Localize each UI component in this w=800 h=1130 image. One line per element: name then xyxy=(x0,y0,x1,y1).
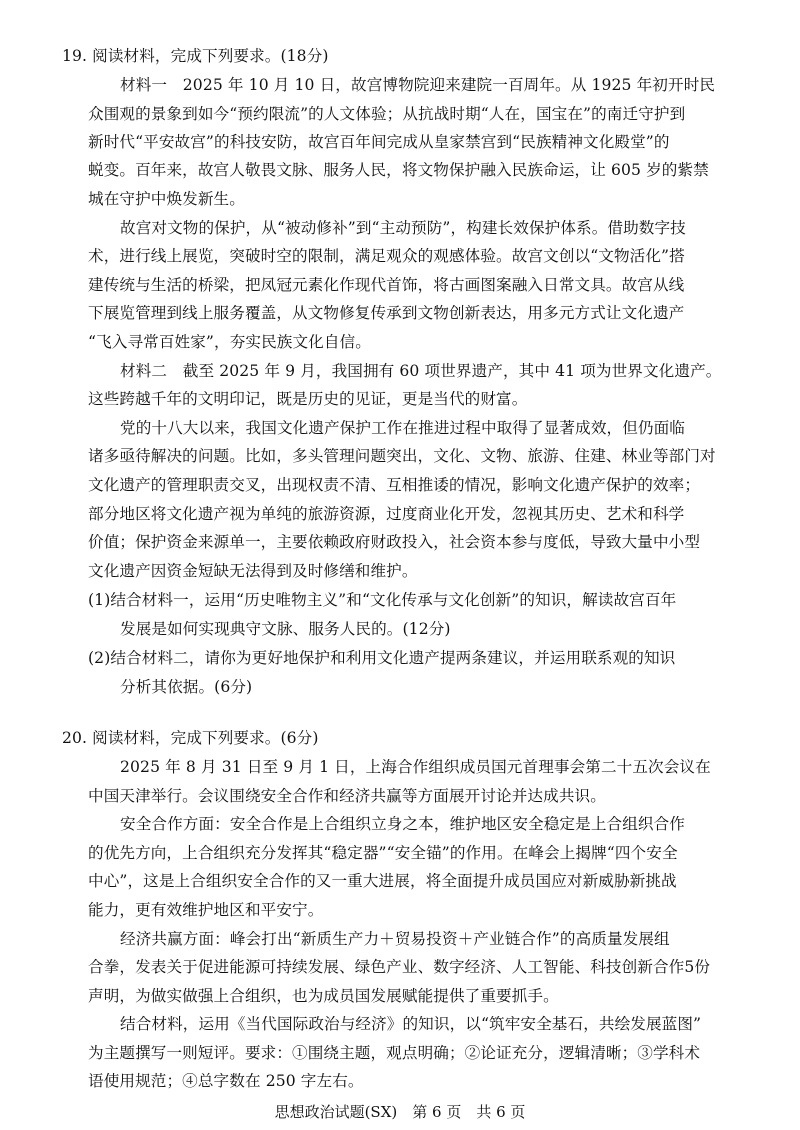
material-2-para2-line-3: 文化遗产的管理职责交叉，出现权责不清、互相推诿的情况，影响文化遗产保护的效率； xyxy=(88,476,701,494)
q20-para2-line-4: 能力，更有效维护地区和平安宁。 xyxy=(88,901,324,919)
material-2-para2-line-4: 部分地区将文化遗产视为单纯的旅游资源，过度商业化开发，忽视其历史、艺术和科学 xyxy=(88,505,685,523)
material-1-line-2: 众围观的景象到如今“预约限流”的人文体验；从抗战时期“人在，国宝在”的南迁守护到 xyxy=(88,105,686,123)
sub-question-1-line-1: (1)结合材料一，运用“历史唯物主义”和“文化传承与文化创新”的知识，解读故宫百年 xyxy=(88,591,677,609)
page-footer: 思想政治试题(SX) 第 6 页 共 6 页 xyxy=(274,1103,526,1121)
material-1-para2-line-2: 术，进行线上展览，突破时空的限制，满足观众的观感体验。故宫文创以“文物活化”搭 xyxy=(88,247,685,265)
q20-para3-line-2: 合拳，发表关于促进能源可持续发展、绿色产业、数字经济、人工智能、科技创新合作5份 xyxy=(88,958,711,976)
material-1-line-3: 新时代“平安故宫”的科技安防，故宫百年间完成从皇家禁宫到“民族精神文化殿堂”的 xyxy=(88,133,670,151)
material-2-line-1: 材料二 截至 2025 年 9 月，我国拥有 60 项世界遗产，其中 41 项为世界文化遗产。 xyxy=(120,362,722,380)
material-1-line-1: 材料一 2025 年 10 月 10 日，故宫博物院迎来建院一百周年。从 1925 年初开时民 xyxy=(120,76,716,94)
material-1-para2-line-3: 建传统与生活的桥梁，把凤冠元素化作现代首饰，将古画图案融入日常文具。故宫从线 xyxy=(88,276,685,294)
material-2-para2-line-1: 党的十八大以来，我国文化遗产保护工作在推进过程中取得了显著成效，但仍面临 xyxy=(120,419,685,437)
material-2-para2-line-2: 诸多亟待解决的问题。比如，多头管理问题突出，文化、文物、旅游、住建、林业等部门对 xyxy=(88,447,716,465)
material-1-para2-line-5: “飞入寻常百姓家”，夯实民族文化自信。 xyxy=(88,333,371,351)
material-1-para2-line-1: 故宫对文物的保护，从“被动修补”到“主动预防”，构建长效保护体系。借助数字技 xyxy=(120,219,686,237)
question-19-header: 19. 阅读材料，完成下列要求。(18分) xyxy=(62,47,329,65)
material-2-line-2: 这些跨越千年的文明印记，既是历史的见证，更是当代的财富。 xyxy=(88,390,528,408)
q20-para2-line-3: 中心”，这是上合组织安全合作的又一重大进展，将全面提升成员国应对新威胁新挑战 xyxy=(88,872,677,890)
q20-para4-line-2: 为主题撰写一则短评。要求：①围绕主题，观点明确；②论证充分，逻辑清晰；③学科术 xyxy=(88,1044,701,1062)
q20-para3-line-1: 经济共赢方面：峰会打出“新质生产力＋贸易投资＋产业链合作”的高质量发展组 xyxy=(120,930,670,948)
q20-para2-line-2: 的优先方向，上合组织充分发挥其“稳定器”“安全锚”的作用。在峰会上揭牌“四个安全 xyxy=(88,844,678,862)
material-2-para2-line-6: 文化遗产因资金短缺无法得到及时修缮和维护。 xyxy=(88,562,418,580)
material-2-para2-line-5: 价值；保护资金来源单一，主要依赖政府财政投入，社会资本参与度低，导致大量中小型 xyxy=(88,533,701,551)
q20-para4-line-1: 结合材料，运用《当代国际政治与经济》的知识，以“筑牢安全基石，共绘发展蓝图” xyxy=(120,1015,702,1033)
sub-question-2-line-1: (2)结合材料二，请你为更好地保护和利用文化遗产提两条建议，并运用联系观的知识 xyxy=(88,649,676,667)
question-20-header: 20. 阅读材料，完成下列要求。(6分) xyxy=(62,729,319,747)
sub-question-1-line-2: 发展是如何实现典守文脉、服务人民的。(12分) xyxy=(120,620,451,638)
q20-para1-line-2: 中国天津举行。会议围绕安全合作和经济共赢等方面展开讨论并达成共识。 xyxy=(88,787,606,805)
material-1-para2-line-4: 下展览管理到线上服务覆盖，从文物修复传承到文物创新表达，用多元方式让文化遗产 xyxy=(88,304,685,322)
q20-para4-line-3: 语使用规范；④总字数在 250 字左右。 xyxy=(88,1072,364,1090)
material-1-line-4: 蜕变。百年来，故宫人敬畏文脉、服务人民，将文物保护融入民族命运，让 605 岁的紫禁 xyxy=(88,161,709,179)
q20-para3-line-3: 声明，为做实做强上合组织，也为成员国发展赋能提供了重要抓手。 xyxy=(88,987,559,1005)
sub-question-2-line-2: 分析其依据。(6分) xyxy=(120,678,253,696)
material-1-line-5: 城在守护中焕发新生。 xyxy=(88,190,245,208)
q20-para1-line-1: 2025 年 8 月 31 日至 9 月 1 日，上海合作组织成员国元首理事会第二十五次会议在 xyxy=(120,758,711,776)
q20-para2-line-1: 安全合作方面：安全合作是上合组织立身之本，维护地区安全稳定是上合组织合作 xyxy=(120,815,685,833)
